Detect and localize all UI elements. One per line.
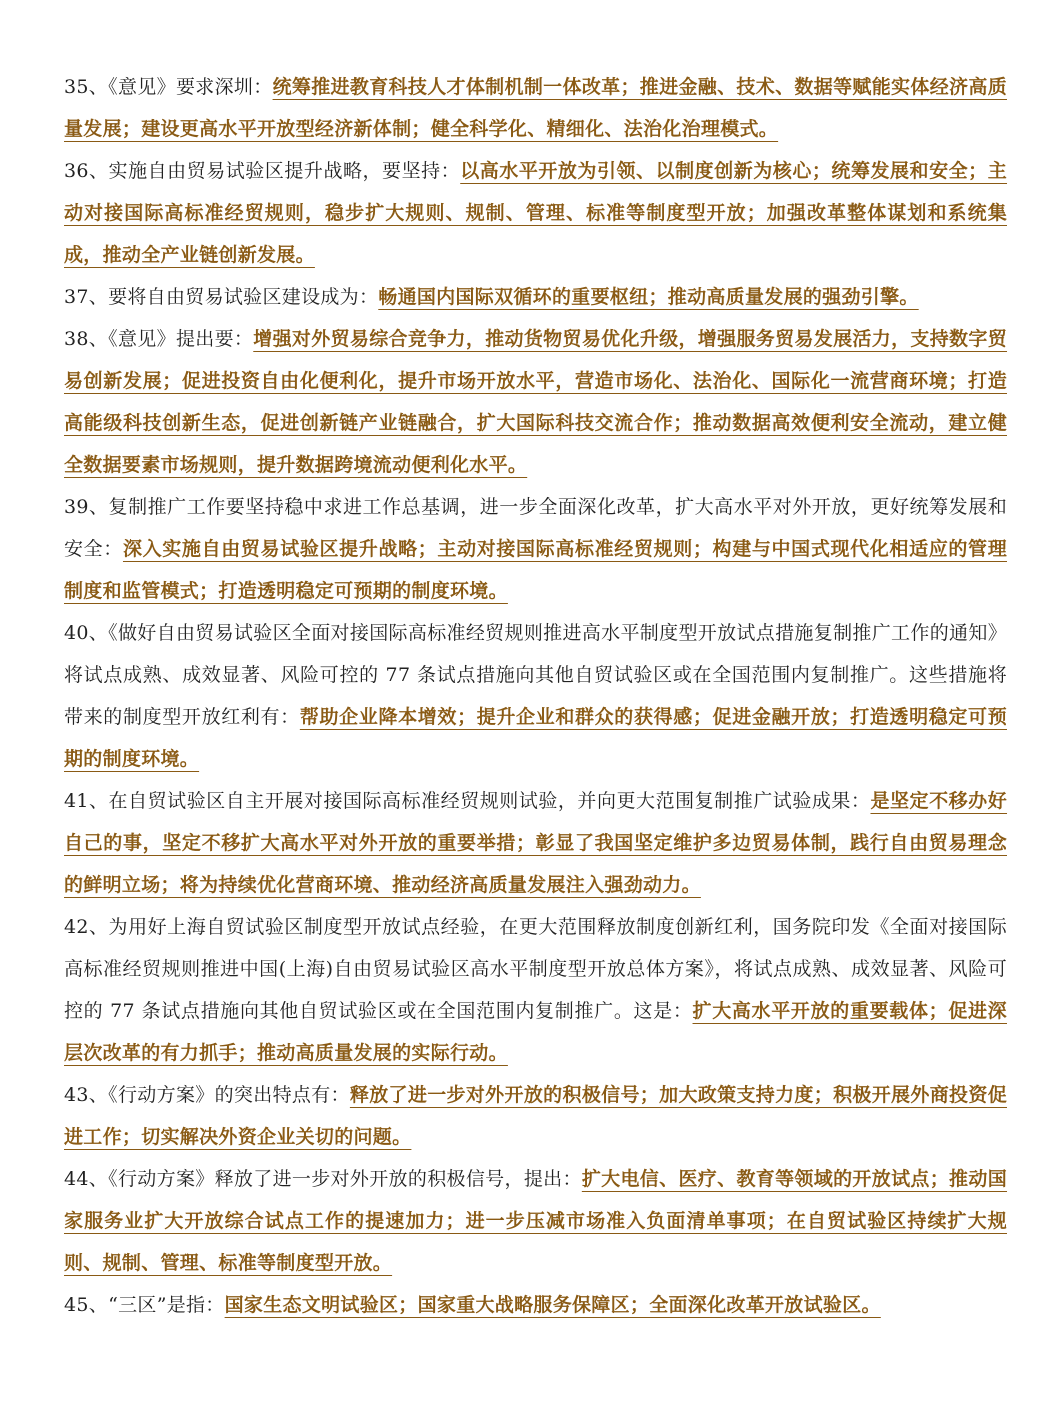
question-item-41 — [64, 780, 1007, 906]
answer-text: 增强对外贸易综合竞争力，推动货物贸易优化升级，增强服务贸易发展活力，支持数字贸易创新发展；促进投资自由化便利化，提升市场开放水平，营造市场化、法治化、国际化一流营商环境；打造高能级科技创新生态，促进创新链产业链融合，扩大国际科技交流合作；推动数据高效便利安全流动，建立健全数据要素市场规则，提升数据跨境流动便利化水平。 — [64, 328, 1008, 476]
question-text: 43、《行动方案》的突出特点有： — [64, 1084, 350, 1106]
answer-text: 扩大高水平开放的重要载体；促进深层次改革的有力抓手；推动高质量发展的实际行动。 — [64, 1000, 1007, 1064]
document-page — [64, 66, 1007, 1326]
question-text: 41、在自贸试验区自主开展对接国际高标准经贸规则试验，并向更大范围复制推广试验成果： — [64, 790, 871, 812]
answer-text: 以高水平开放为引领、以制度创新为核心；统筹发展和安全；主动对接国际高标准经贸规则，稳步扩大规则、规制、管理、标准等制度型开放；加强改革整体谋划和系统集成，推动全产业链创新发展。 — [64, 160, 1008, 266]
answer-text: 统筹推进教育科技人才体制机制一体改革；推进金融、技术、数据等赋能实体经济高质量发展；建设更高水平开放型经济新体制；健全科学化、精细化、法治化治理模式。 — [64, 76, 1007, 140]
question-item-45 — [64, 1284, 1007, 1326]
question-item-36 — [64, 150, 1007, 276]
answer-text: 畅通国内国际双循环的重要枢纽；推动高质量发展的强劲引擎。 — [378, 286, 919, 308]
question-text: 36、实施自由贸易试验区提升战略，要坚持： — [64, 160, 461, 182]
question-text: 40、《做好自由贸易试验区全面对接国际高标准经贸规则推进高水平制度型开放试点措施复制推广工作的通知》将试点成熟、成效显著、风险可控的 77 条试点措施向其他自贸试验区或在全国范围内复制推广。这些措施将带来的制度型开放红利有： — [64, 622, 1007, 728]
question-item-40 — [64, 612, 1007, 780]
question-item-39 — [64, 486, 1007, 612]
question-text: 44、《行动方案》释放了进一步对外开放的积极信号，提出： — [64, 1168, 582, 1190]
answer-text: 释放了进一步对外开放的积极信号；加大政策支持力度；积极开展外商投资促进工作；切实解决外资企业关切的问题。 — [64, 1084, 1007, 1148]
question-item-43 — [64, 1074, 1007, 1158]
answer-text: 帮助企业降本增效；提升企业和群众的获得感；促进金融开放；打造透明稳定可预期的制度环境。 — [64, 706, 1007, 770]
answer-text: 国家生态文明试验区；国家重大战略服务保障区；全面深化改革开放试验区。 — [224, 1294, 881, 1316]
question-item-35 — [64, 66, 1007, 150]
question-text: 35、《意见》要求深圳： — [64, 76, 273, 98]
question-item-44 — [64, 1158, 1007, 1284]
question-text: 39、复制推广工作要坚持稳中求进工作总基调，进一步全面深化改革，扩大高水平对外开放，更好统筹发展和安全： — [64, 496, 1007, 560]
question-item-38 — [64, 318, 1007, 486]
question-text: 42、为用好上海自贸试验区制度型开放试点经验，在更大范围释放制度创新红利，国务院印发《全面对接国际高标准经贸规则推进中国(上海)自由贸易试验区高水平制度型开放总体方案》，将试点成熟、成效显著、风险可控的 77 条试点措施向其他自贸试验区或在全国范围内复制推广。这是： — [64, 916, 1007, 1022]
question-text: 37、要将自由贸易试验区建设成为： — [64, 286, 379, 308]
answer-text: 扩大电信、医疗、教育等领域的开放试点；推动国家服务业扩大开放综合试点工作的提速加力；进一步压减市场准入负面清单事项；在自贸试验区持续扩大规则、规制、管理、标准等制度型开放。 — [64, 1168, 1008, 1274]
question-text: 45、“三区”是指： — [64, 1294, 225, 1316]
question-item-37 — [64, 276, 1007, 318]
answer-text: 是坚定不移办好自己的事，坚定不移扩大高水平对外开放的重要举措；彰显了我国坚定维护多边贸易体制，践行自由贸易理念的鲜明立场；将为持续优化营商环境、推动经济高质量发展注入强劲动力。 — [64, 790, 1008, 896]
question-text: 38、《意见》提出要： — [64, 328, 254, 350]
question-item-42 — [64, 906, 1007, 1074]
answer-text: 深入实施自由贸易试验区提升战略；主动对接国际高标准经贸规则；构建与中国式现代化相适应的管理制度和监管模式；打造透明稳定可预期的制度环境。 — [64, 538, 1007, 602]
